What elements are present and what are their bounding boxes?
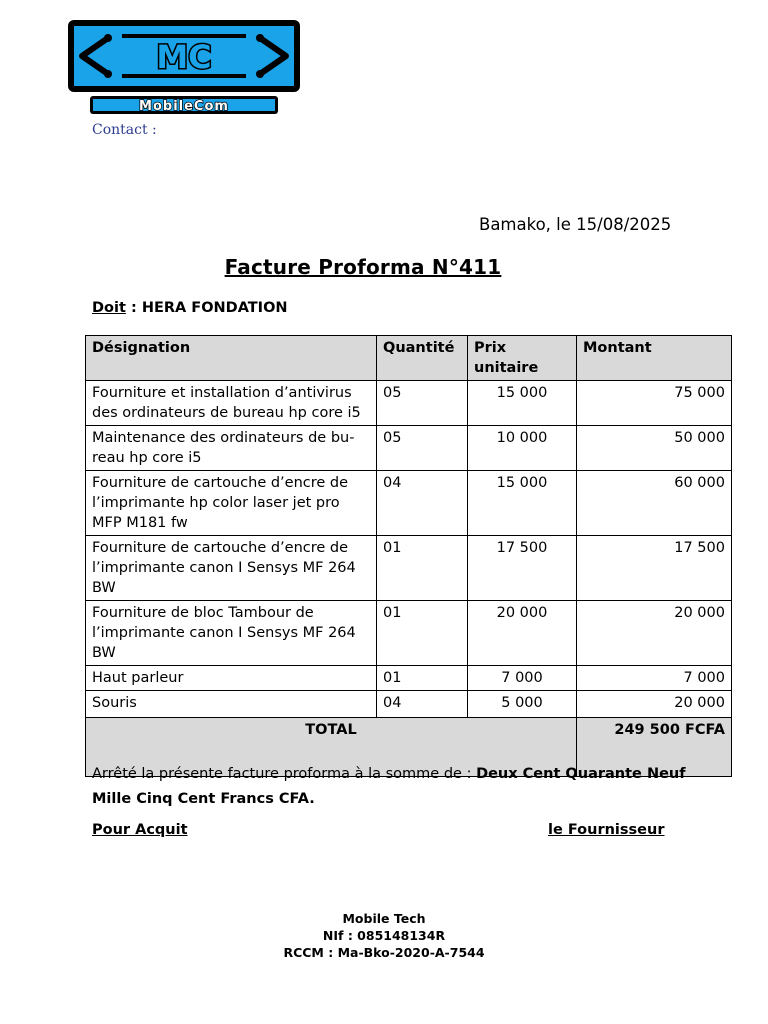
cell-amount: 50 000 bbox=[577, 426, 732, 471]
cell-designation: Fourniture de cartouche d’encre de l’imprimante hp color laser jet pro MFP M181 fw bbox=[86, 471, 377, 536]
cell-designation: Maintenance des ordinateurs de bu-reau hp core i5 bbox=[86, 426, 377, 471]
company-logo bbox=[66, 18, 302, 94]
invoice-title: Facture Proforma N°411 bbox=[224, 255, 502, 279]
header-quantity: Quantité bbox=[377, 336, 468, 381]
footer-nif: NIf : 085148134R bbox=[322, 928, 446, 943]
cell-unit-price: 7 000 bbox=[468, 666, 577, 691]
client-line bbox=[92, 300, 288, 316]
table-row bbox=[86, 601, 732, 666]
table-row bbox=[86, 536, 732, 601]
footer-rccm: RCCM : Ma-Bko-2020-A-7544 bbox=[283, 945, 485, 960]
header-designation: Désignation bbox=[86, 336, 377, 381]
signature-right: le Fournisseur bbox=[548, 822, 665, 838]
cell-quantity: 01 bbox=[377, 666, 468, 691]
cell-unit-price: 15 000 bbox=[468, 381, 577, 426]
brand-name: MobileCom bbox=[139, 99, 229, 114]
table-row bbox=[86, 426, 732, 471]
table-row bbox=[86, 381, 732, 426]
cell-designation: Haut parleur bbox=[86, 666, 377, 691]
table-header-row bbox=[86, 336, 732, 381]
brand-wordmark bbox=[90, 96, 278, 114]
cell-quantity: 04 bbox=[377, 691, 468, 718]
table-row bbox=[86, 471, 732, 536]
table-row bbox=[86, 691, 732, 718]
cell-amount: 75 000 bbox=[577, 381, 732, 426]
cell-designation: Fourniture de cartouche d’encre de l’imprimante canon I Sensys MF 264 BW bbox=[86, 536, 377, 601]
cell-designation: Fourniture de bloc Tambour de l’imprimante canon I Sensys MF 264 BW bbox=[86, 601, 377, 666]
cell-quantity: 01 bbox=[377, 601, 468, 666]
client-name: HERA FONDATION bbox=[141, 300, 288, 316]
contact-label: Contact : bbox=[92, 122, 157, 138]
amount-words: Deux Cent Quarante Neuf Mille Cinq Cent Francs CFA. bbox=[92, 766, 686, 807]
client-label: Doit bbox=[92, 300, 126, 316]
cell-designation: Fourniture et installation d’antivirus des ordinateurs de bureau hp core i5 bbox=[86, 381, 377, 426]
cell-unit-price: 17 500 bbox=[468, 536, 577, 601]
amount-prefix: Arrêté la présente facture proforma à la somme de : bbox=[92, 766, 477, 782]
cell-quantity: 05 bbox=[377, 426, 468, 471]
cell-amount: 7 000 bbox=[577, 666, 732, 691]
cell-quantity: 05 bbox=[377, 381, 468, 426]
cell-unit-price: 20 000 bbox=[468, 601, 577, 666]
amount-in-words bbox=[92, 762, 692, 812]
client-separator: : bbox=[125, 300, 142, 316]
date-line: Bamako, le 15/08/2025 bbox=[479, 215, 672, 234]
header-amount: Montant bbox=[577, 336, 732, 381]
cell-designation: Souris bbox=[86, 691, 377, 718]
cell-amount: 20 000 bbox=[577, 601, 732, 666]
cell-quantity: 04 bbox=[377, 471, 468, 536]
total-value: 249 500 FCFA bbox=[577, 718, 732, 777]
invoice-table bbox=[85, 335, 732, 777]
header-unit-price: Prix unitaire bbox=[468, 336, 577, 381]
cell-unit-price: 15 000 bbox=[468, 471, 577, 536]
cell-unit-price: 10 000 bbox=[468, 426, 577, 471]
signature-left: Pour Acquit bbox=[92, 822, 188, 838]
footer bbox=[0, 910, 768, 961]
logo-text: MC bbox=[156, 38, 212, 76]
total-label: TOTAL bbox=[86, 718, 577, 777]
cell-amount: 20 000 bbox=[577, 691, 732, 718]
cell-quantity: 01 bbox=[377, 536, 468, 601]
cell-amount: 17 500 bbox=[577, 536, 732, 601]
table-row bbox=[86, 666, 732, 691]
cell-unit-price: 5 000 bbox=[468, 691, 577, 718]
footer-company: Mobile Tech bbox=[342, 911, 426, 926]
cell-amount: 60 000 bbox=[577, 471, 732, 536]
